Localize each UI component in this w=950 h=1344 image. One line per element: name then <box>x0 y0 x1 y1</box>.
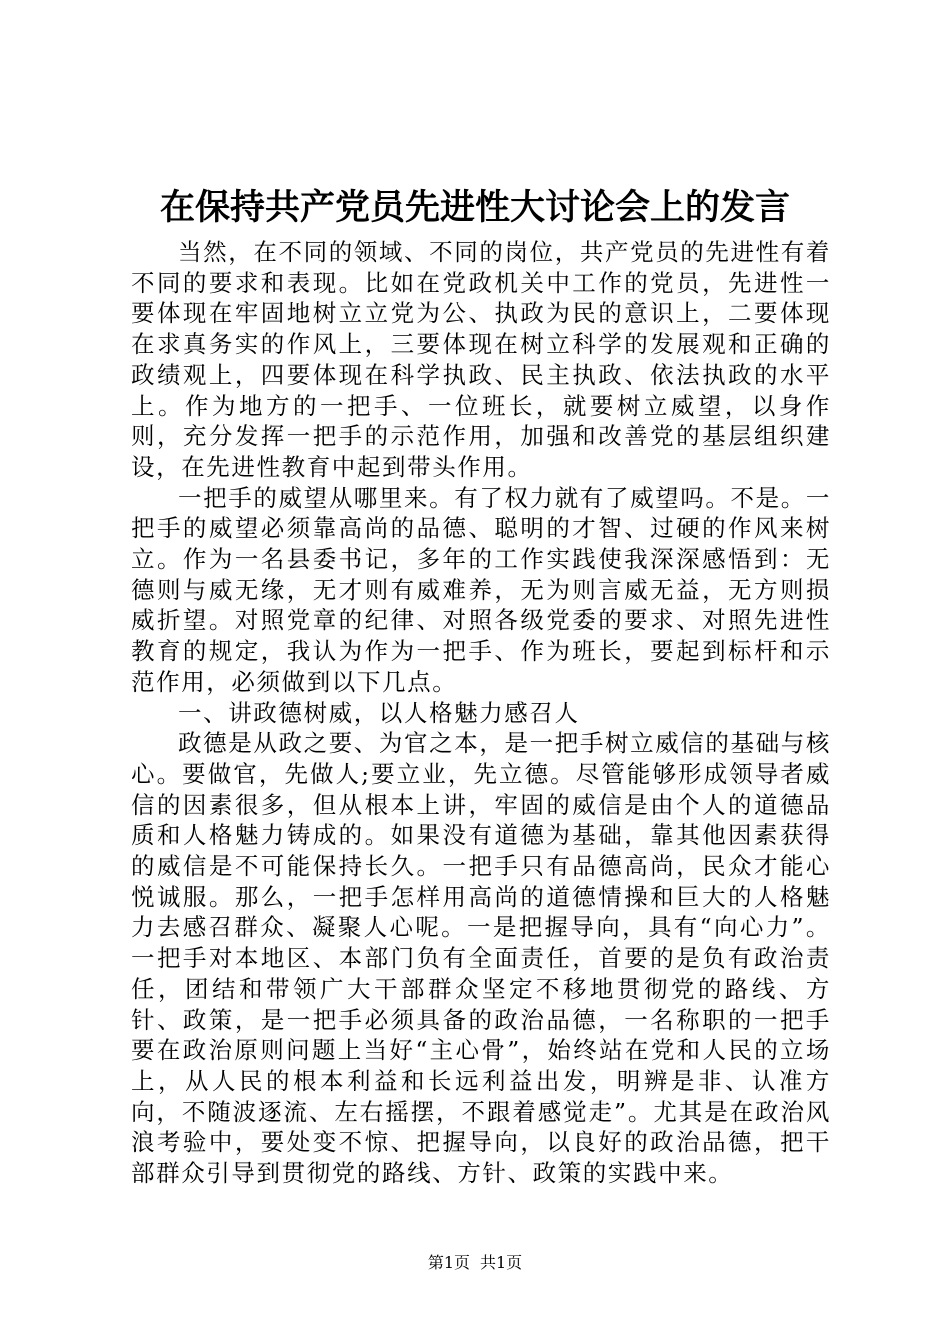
section-heading: 一、讲政德树威，以人格魅力感召人 <box>178 698 580 727</box>
paragraph: 政德是从政之要、为官之本，是一把手树立威信的基础与核心。要做官，先做人;要立业，先立德。尽管能够形成领导者威信的因素很多，但从根本上讲，牢固的威信是由个人的道德品质和人格魅力铸成的。如果没有道德为基础，靠其他因素获得的威信是不可能保持长久。一把手只有品德高尚，民众才能心悦诚服。那么，一把手怎样用高尚的道德情操和巨大的人格魅力去感召群众、凝聚人心呢。一是把握导向，具有“向心力”。一把手对本地区、本部门负有全面责任，首要的是负有政治责任，团结和带领广大干部群众坚定不移地贯彻党的路线、方针、政策，是一把手必须具备的政治品德，一名称职的一把手要在政治原则问题上当好“主心骨”，始终站在党和人民的立场上，从人民的根本利益和长远利益出发，明辨是非、认准方向，不随波逐流、左右摇摆，不跟着感觉走”。尤其是在政治风浪考验中，要处变不惊、把握导向，以良好的政治品德，把干部群众引导到贯彻党的路线、方针、政策的实践中来。 <box>131 729 831 1188</box>
page-total: 共1页 <box>480 1253 523 1272</box>
paragraph: 一把手的威望从哪里来。有了权力就有了威望吗。不是。一把手的威望必须靠高尚的品德、聪明的才智、过硬的作风来树立。作为一名县委书记，多年的工作实践使我深深感悟到：无德则与威无缘，无才则有威难养，无为则言威无益，无方则损威折望。对照党章的纪律、对照各级党委的要求、对照先进性教育的规定，我认为作为一把手、作为班长，要起到标杆和示范作用，必须做到以下几点。 <box>131 483 831 696</box>
document-body <box>131 237 831 1189</box>
page-number: 第1页 <box>427 1253 470 1272</box>
page-footer <box>0 1253 950 1273</box>
paragraph: 当然，在不同的领域、不同的岗位，共产党员的先进性有着不同的要求和表现。比如在党政机关中工作的党员，先进性一要体现在牢固地树立立党为公、执政为民的意识上，二要体现在求真务实的作风上，三要体现在树立科学的发展观和正确的政绩观上，四要体现在科学执政、民主执政、依法执政的水平上。作为地方的一把手、一位班长，就要树立威望，以身作则，充分发挥一把手的示范作用，加强和改善党的基层组织建设，在先进性教育中起到带头作用。 <box>131 238 831 481</box>
document-title: 在保持共产党员先进性大讨论会上的发言 <box>159 187 790 228</box>
